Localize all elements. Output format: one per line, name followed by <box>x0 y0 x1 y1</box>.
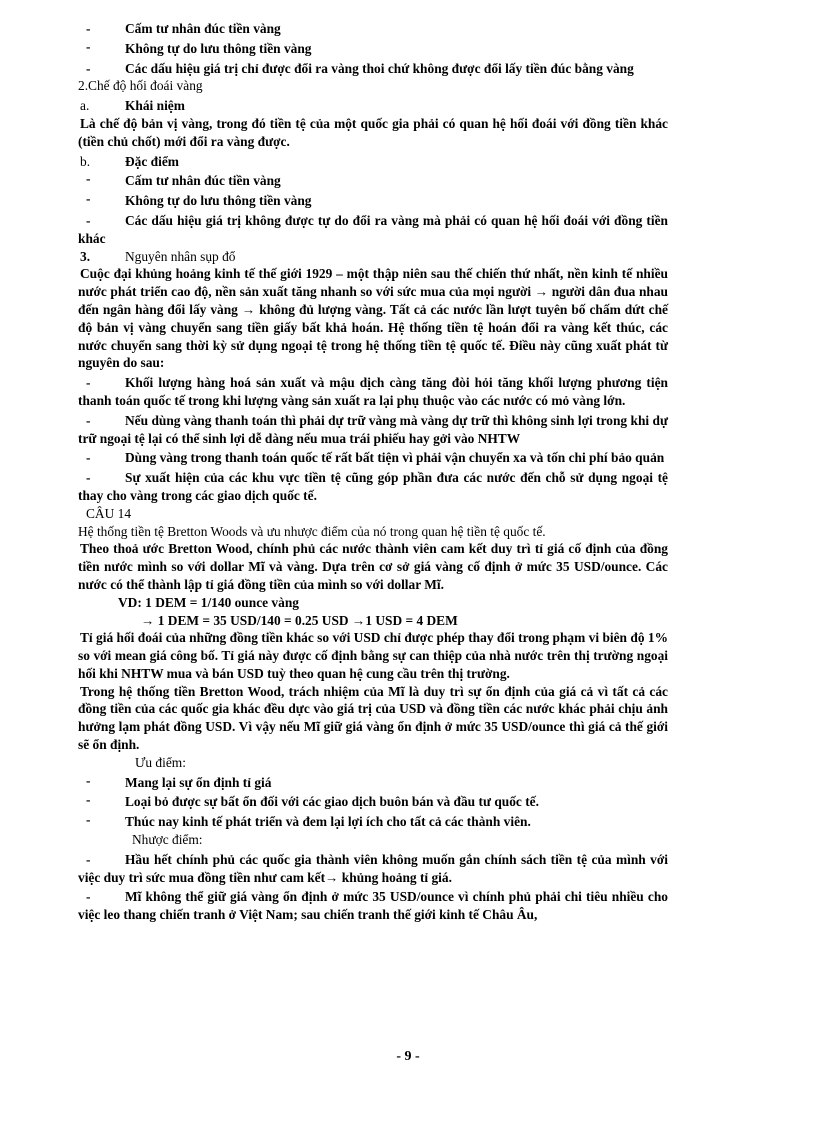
page-number: - 9 - <box>396 1049 420 1064</box>
question-title: Hệ thống tiền tệ Bretton Woods và ưu nhược điểm của nó trong quan hệ tiền tệ quốc tế. <box>78 523 546 539</box>
cause-paragraph: Cuộc đại khủng hoảng kinh tế thế giới 1929 – một thập niên sau thế chiến thứ nhất, nền kinh tế nhiều nước phát triển cao độ, nền sản xuất tăng nhanh so với sức mua của mọi người → người dân đua nhau đến ngân hàng đổi lấy vàng → không đủ lượng vàng. Tất cả các nước lần lượt tuyên bố chấm dứt chế độ bản vị vàng chuyển sang tiền giấy bất khả hoán. Hệ thống tiền tệ hoán đổi ra vàng kết thúc, các nước chuyển sang thời kỳ sử dụng ngoại tệ trong hệ thống tiền tệ quốc tế. Điều này cũng xuất phát từ nguyên do sau: <box>78 266 668 371</box>
bullet-item: - Không tự do lưu thông tiền vàng <box>86 38 312 56</box>
bullet-item: - Cấm tư nhân đúc tiền vàng <box>86 171 281 189</box>
bullet-item: - Không tự do lưu thông tiền vàng <box>86 191 312 209</box>
bullet-item: - Cấm tư nhân đúc tiền vàng <box>86 21 281 36</box>
bullet-item: - Sự xuất hiện của các khu vực tiền tệ cũng góp phần đưa các nước đến chỗ sử dụng ngoại tệ thay cho vàng trong các giao dịch quốc tế. <box>78 470 668 503</box>
subheading-b: b. Đặc điểm <box>80 153 179 169</box>
example-line-1: VD: 1 DEM = 1/140 ounce vàng <box>118 594 299 610</box>
bretton-woods-paragraph: Theo thoả ước Bretton Wood, chính phủ các nước thành viên cam kết duy trì tỉ giá cố định của đồng tiền nước mình so với dollar Mĩ và vàng. Dựa trên cơ sở giá vàng cố định ở mức 35 USD/ounce. Các nước có thể thành lập tỉ giá đồng tiền của mình so với dollar Mĩ. <box>78 541 668 592</box>
question-label: CÂU 14 <box>86 505 132 521</box>
bullet-item: - Các dấu hiệu giá trị chỉ được đổi ra vàng thoi chứ không được đổi lấy tiền đúc bằng vàng <box>86 60 634 76</box>
bullet-item: - Các dấu hiệu giá trị không được tự do đổi ra vàng mà phải có quan hệ hối đoái với đồng tiền khác <box>78 212 668 246</box>
exchange-rate-paragraph: Tỉ giá hối đoái của những đồng tiền khác so với USD chỉ được phép thay đổi trong phạm vi biên độ 1% so với mean giá công bố. Tỉ giá này được cố định bằng sự can thiệp của nhà nước trên thị trường ngoại hối khi NHTW mua và bán USD tuỳ theo quan hệ cung cầu trên thị trường. <box>78 630 668 681</box>
advantages-heading: Ưu điểm: <box>135 754 186 770</box>
bullet-item: - Khối lượng hàng hoá sản xuất và mậu dịch càng tăng đòi hỏi tăng khối lượng phương tiện thanh toán quốc tế trong khi lượng vàng sản xuất ra lại phụ thuộc vào các nước có mỏ vàng lớn. <box>78 375 668 408</box>
advantage-item: - Loại bỏ được sự bất ổn đối với các giao dịch buôn bán và đầu tư quốc tế. <box>86 792 539 810</box>
advantage-item: - Mang lại sự ổn định tỉ giá <box>86 772 272 790</box>
advantage-item: - Thúc nay kinh tế phát triển và đem lại lợi ích cho tất cả các thành viên. <box>86 812 531 830</box>
subheading-a: a. Khái niệm <box>80 98 185 114</box>
disadvantages-heading: Nhược điểm: <box>132 832 203 848</box>
section-heading-3: 3. Nguyên nhân sụp đổ <box>80 248 236 264</box>
disadvantage-item: - Hầu hết chính phủ các quốc gia thành viên không muốn gắn chính sách tiền tệ của mình với việc duy trì sức mua đồng tiền như cam kết→ khủng hoảng tỉ giá. <box>78 851 668 885</box>
definition-paragraph: Là chế độ bản vị vàng, trong đó tiền tệ của một quốc gia phải có quan hệ hối đoái với đồng tiền khác (tiền chủ chốt) mới đổi ra vàng được. <box>78 115 668 149</box>
section-heading-2: 2.Chế độ hối đoái vàng <box>78 78 203 94</box>
bullet-item: - Dùng vàng trong thanh toán quốc tế rất bất tiện vì phải vận chuyển xa và tốn chi phí bảo quản <box>86 450 665 466</box>
disadvantage-item: - Mĩ không thể giữ giá vàng ổn định ở mức 35 USD/ounce vì chính phủ phải chi tiêu nhiều cho việc leo thang chiến tranh ở Việt Nam; sau chiến tranh thế giới kinh tế Châu Âu, <box>78 889 668 923</box>
bullet-item: - Nếu dùng vàng thanh toán thì phải dự trữ vàng mà vàng dự trữ thì không sinh lợi trong khi dự trữ ngoại tệ lại có thể sinh lợi dễ dàng nếu mua trái phiếu hay gởi vào NHTW <box>78 412 668 446</box>
us-responsibility-paragraph: Trong hệ thống tiền Bretton Wood, trách nhiệm của Mĩ là duy trì sự ổn định của giá cả vì tất cả các đồng tiền của các quốc gia khác đều dực vào giá trị của USD và đồng tiền các nước khác phải chịu ảnh hưởng lạm phát đồng USD. Vì vậy nếu Mĩ giữ giá vàng ổn định ở mức 35 USD/ounce thì giá cả thế giới sẽ ổn định. <box>78 683 668 753</box>
example-line-2: → 1 DEM = 35 USD/140 = 0.25 USD →1 USD = 4 DEM <box>141 612 458 628</box>
document-page <box>78 20 668 924</box>
